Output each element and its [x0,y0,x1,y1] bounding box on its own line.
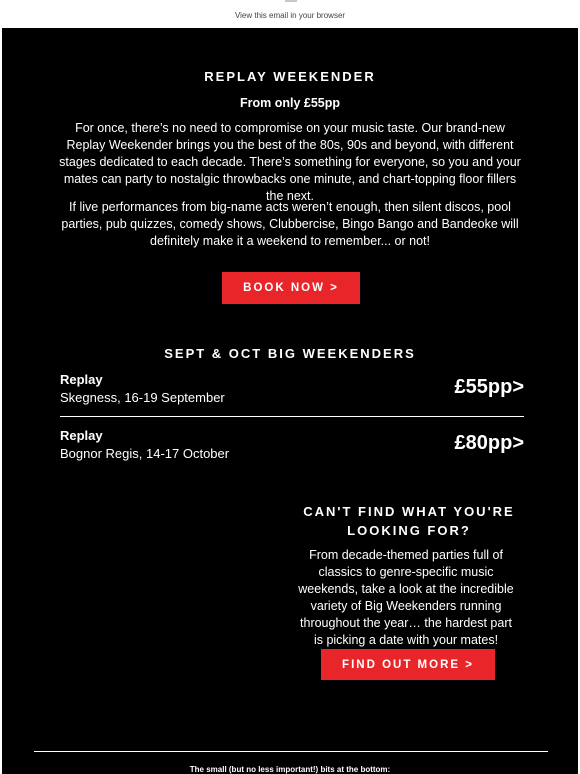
weekenders-title: SEPT & OCT BIG WEEKENDERS [164,346,416,361]
footer-divider [34,751,548,752]
view-in-browser-link[interactable]: View this email in your browser [234,11,346,20]
event-price[interactable]: £80pp> [454,432,524,454]
promo-body: From decade-themed parties full of classics to genre-specific music weekends, take a look at the incredible variety of Big Weekenders running throughout the year… the hardest part is picking a date with your mates! [298,548,514,647]
event-place: Skegness, 16-19 September [60,390,225,405]
hero-paragraph-2: If live performances from big-name acts weren’t enough, then silent discos, pool parties, pub quizzes, comedy shows, Clubbercise, Bingo Bango and Bandeoke will definitely make it a weekend to remember... or not! [61,200,519,248]
event-name: Replay [60,372,103,387]
email-body [2,28,578,774]
event-divider [60,416,524,417]
event-name: Replay [60,428,103,443]
event-place: Bognor Regis, 14-17 October [60,446,230,461]
top-bar [0,0,580,28]
event-row[interactable] [60,428,524,472]
event-row[interactable] [60,372,524,416]
book-now-button[interactable]: BOOK NOW > [222,272,360,304]
promo-title: CAN'T FIND WHAT YOU'RE LOOKING FOR? [303,504,515,538]
event-price[interactable]: £55pp> [454,376,524,398]
footer-title: The small (but no less important!) bits at the bottom: [189,765,391,774]
hero-subtitle: From only £55pp [239,96,341,110]
hero-title: REPLAY WEEKENDER [204,69,376,84]
hero-paragraph-1: For once, there’s no need to compromise on your music taste. Our brand-new Replay Weekender brings you the best of the 80s, 90s and beyond, with different stages dedicated to each decade. There’s something for everyone, so you and your mates can party to nostalgic throwbacks one minute, and chart-topping floor fillers the next. [59,121,521,203]
top-notch [285,0,297,2]
find-out-more-button[interactable]: FIND OUT MORE > [321,649,495,680]
